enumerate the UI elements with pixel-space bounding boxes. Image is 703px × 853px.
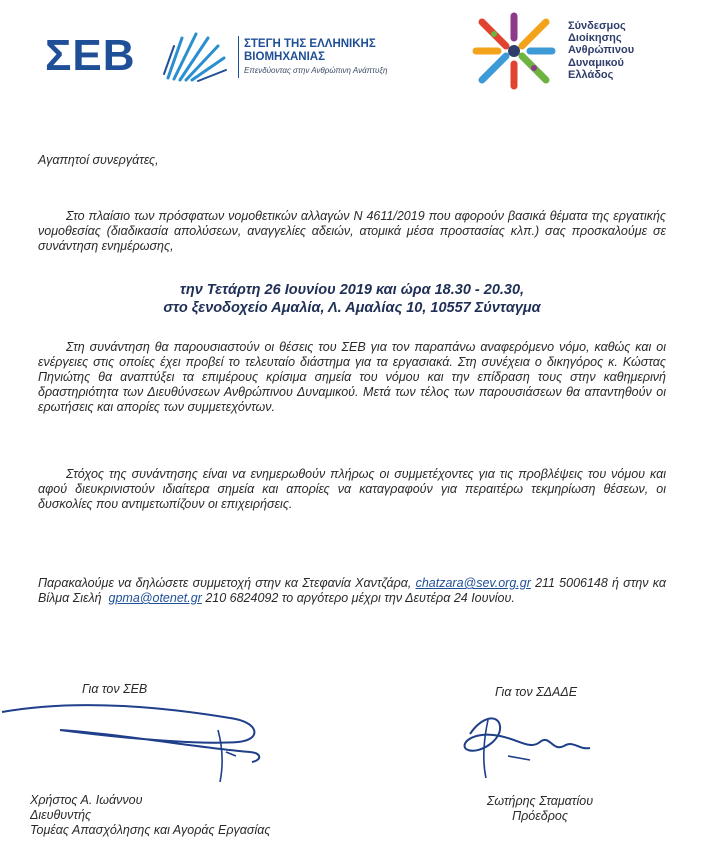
signatory-department-left: Τομέας Απασχόλησης και Αγοράς Εργασίας [30, 823, 271, 837]
sdade-name-line: Δυναμικού [568, 56, 624, 69]
rsvp-text-3: 210 6824092 το αργότερο μέχρι την Δευτέρα 24 Ιουνίου. [205, 591, 515, 605]
signature-scribbles [0, 690, 703, 800]
sev-logo-divider [238, 36, 239, 78]
meeting-details [38, 281, 666, 317]
meeting-date-time: την Τετάρτη 26 Ιουνίου 2019 και ώρα 18.30 - 20.30, [179, 282, 525, 298]
paragraph-intro-text: Στο πλαίσιο των πρόσφατων νομοθετικών αλλαγών Ν 4611/2019 που αφορούν βασικά θέματα της εργατικής νομοθεσίας (διαδικασία απολύσεων, αναγγελίες αδειών, ατομικά μέσα προστασίας κλπ.) σας προσκαλούμε σε συνάντηση ενημέρωσης, [38, 209, 666, 253]
sdade-name-line: Ελλάδος [568, 68, 614, 81]
sev-name-line2: ΒΙΟΜΗΧΑΝΙΑΣ [244, 51, 326, 63]
signatory-title-right: Πρόεδρος [512, 809, 568, 823]
sev-tagline: Επενδύοντας στην Ανθρώπινη Ανάπτυξη [244, 66, 388, 75]
sev-logo-letters: ΣΕΒ [45, 31, 136, 80]
greeting: Αγαπητοί συνεργάτες, [38, 153, 159, 167]
right-signature-stroke [465, 718, 590, 750]
signatory-title-left: Διευθυντής [30, 808, 92, 822]
rsvp-text-1: Παρακαλούμε να δηλώσετε συμμετοχή στην κα Στεφανία Χαντζάρα, [38, 576, 412, 590]
sdade-name-line: Ανθρώπινου [568, 44, 635, 57]
meeting-venue: στο ξενοδοχείο Αμαλία, Λ. Αμαλίας 10, 10557 Σύνταγμα [163, 300, 541, 316]
left-signature-stroke [218, 730, 236, 782]
paragraph-agenda-text: Στη συνάντηση θα παρουσιαστούν οι θέσεις του ΣΕΒ για τον παραπάνω αναφερόμενο νόμο, καθώς και οι ενέργειες στις οποίες έχει προβεί το τελευταίο διάστημα για τα εργασιακά. Στη συνέχεια ο δικηγόρος κ. Κώστας Πηνιώτης θα αναπτύξει τα επιμέρους κρίσιμα σημεία του νόμου και την επίδραση τους στην καθημερινή δραστηριότητα των Διευθύνσεων Ανθρώπινου Δυναμικού. Μετά των τέλος των παρουσιάσεων θα απαντηθούν οι ερωτήσεις και απορίες των συμμετεχόντων. [38, 340, 666, 414]
sev-logo-rays-icon [160, 24, 230, 84]
signature-right-block [478, 794, 602, 824]
signature-left-block [30, 793, 270, 838]
signature-right-label: Για τον ΣΔΑΔΕ [495, 685, 578, 699]
rsvp-email-link-1[interactable]: chatzara@sev.org.gr [415, 576, 531, 590]
left-signature-stroke [2, 705, 259, 762]
signatory-name-right: Σωτήρης Σταματίου [486, 794, 594, 808]
sdade-name-line: Διοίκησης [568, 32, 622, 45]
rsvp-text-2: 211 5006148 ή στην κα Βίλμα Σιελή [38, 576, 666, 605]
sdade-logo-icon [472, 12, 556, 90]
signatory-name-left: Χρήστος Α. Ιωάννου [30, 793, 143, 807]
sdade-name-line: Σύνδεσμος [568, 20, 626, 32]
paragraph-goal [38, 467, 666, 512]
paragraph-intro [38, 209, 666, 254]
sdade-name [568, 20, 634, 81]
rsvp-email-link-2[interactable]: gpma@otenet.gr [108, 591, 202, 605]
paragraph-rsvp [38, 576, 666, 606]
right-signature-stroke [484, 720, 530, 778]
paragraph-goal-text: Στόχος της συνάντησης είναι να ενημερωθούν πλήρως οι συμμετέχοντες για τις προβλέψεις του νόμου και αφού διευκρινιστούν ιδιαίτερα σημεία και απορίες να καταγραφούν για περαιτέρω τεκμηρίωση θέσεων, οι δυσκολίες που αντιμετωπίζουν οι επιχειρήσεις. [38, 467, 666, 511]
sev-name-line1: ΣΤΕΓΗ ΤΗΣ ΕΛΛΗΝΙΚΗΣ [244, 38, 376, 50]
signature-left-label: Για τον ΣΕΒ [82, 682, 148, 696]
paragraph-agenda [38, 340, 666, 415]
